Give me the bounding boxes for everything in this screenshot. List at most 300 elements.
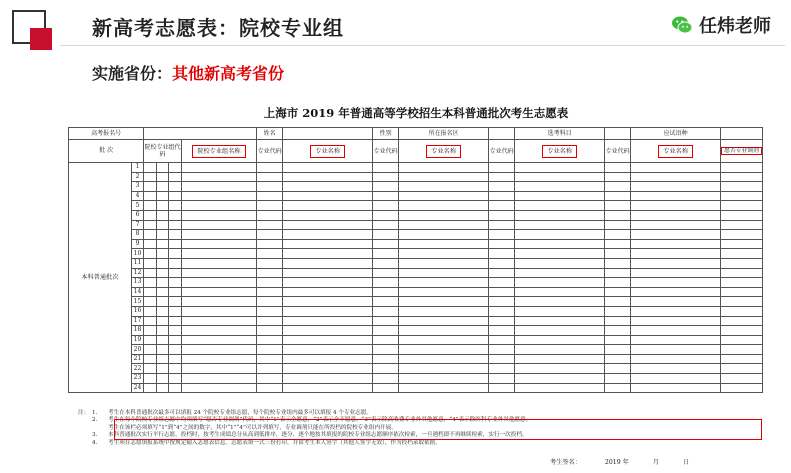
form-cell[interactable] xyxy=(169,326,182,336)
form-cell[interactable] xyxy=(144,354,157,364)
form-cell[interactable] xyxy=(489,306,515,316)
form-cell[interactable] xyxy=(631,383,721,393)
form-cell[interactable] xyxy=(515,278,605,288)
form-cell[interactable] xyxy=(144,316,157,326)
exam-no-field[interactable] xyxy=(144,128,257,140)
form-cell[interactable] xyxy=(605,287,631,297)
form-cell[interactable] xyxy=(169,239,182,249)
form-cell[interactable] xyxy=(399,326,489,336)
form-cell[interactable] xyxy=(283,249,373,259)
form-cell[interactable] xyxy=(373,335,399,345)
form-cell[interactable] xyxy=(515,335,605,345)
form-cell[interactable] xyxy=(169,316,182,326)
form-cell[interactable] xyxy=(156,335,169,345)
form-cell[interactable] xyxy=(631,326,721,336)
form-cell[interactable] xyxy=(515,287,605,297)
form-cell[interactable] xyxy=(156,345,169,355)
form-cell[interactable] xyxy=(605,335,631,345)
form-cell[interactable] xyxy=(257,220,283,230)
form-cell[interactable] xyxy=(515,182,605,192)
form-cell[interactable] xyxy=(489,182,515,192)
form-cell[interactable] xyxy=(283,172,373,182)
form-cell[interactable] xyxy=(257,374,283,384)
form-cell[interactable] xyxy=(721,335,763,345)
form-cell[interactable] xyxy=(605,297,631,307)
form-cell[interactable] xyxy=(169,374,182,384)
form-cell[interactable] xyxy=(156,374,169,384)
form-cell[interactable] xyxy=(144,239,157,249)
form-cell[interactable] xyxy=(373,210,399,220)
form-cell[interactable] xyxy=(631,210,721,220)
form-cell[interactable] xyxy=(515,316,605,326)
form-cell[interactable] xyxy=(257,191,283,201)
form-cell[interactable] xyxy=(181,163,256,173)
form-cell[interactable] xyxy=(721,201,763,211)
form-cell[interactable] xyxy=(721,287,763,297)
form-cell[interactable] xyxy=(144,383,157,393)
form-cell[interactable] xyxy=(489,287,515,297)
form-cell[interactable] xyxy=(169,354,182,364)
form-cell[interactable] xyxy=(373,316,399,326)
form-cell[interactable] xyxy=(399,249,489,259)
form-cell[interactable] xyxy=(605,249,631,259)
form-cell[interactable] xyxy=(156,249,169,259)
form-cell[interactable] xyxy=(721,191,763,201)
form-cell[interactable] xyxy=(181,364,256,374)
form-cell[interactable] xyxy=(257,163,283,173)
form-cell[interactable] xyxy=(156,297,169,307)
form-cell[interactable] xyxy=(489,201,515,211)
form-cell[interactable] xyxy=(605,364,631,374)
form-cell[interactable] xyxy=(721,239,763,249)
form-cell[interactable] xyxy=(631,316,721,326)
form-cell[interactable] xyxy=(257,297,283,307)
form-cell[interactable] xyxy=(631,287,721,297)
form-cell[interactable] xyxy=(721,316,763,326)
form-cell[interactable] xyxy=(721,268,763,278)
form-cell[interactable] xyxy=(399,201,489,211)
form-cell[interactable] xyxy=(144,335,157,345)
form-cell[interactable] xyxy=(169,287,182,297)
form-cell[interactable] xyxy=(489,354,515,364)
form-cell[interactable] xyxy=(169,210,182,220)
form-cell[interactable] xyxy=(373,345,399,355)
form-cell[interactable] xyxy=(257,258,283,268)
form-cell[interactable] xyxy=(169,201,182,211)
form-cell[interactable] xyxy=(721,354,763,364)
form-cell[interactable] xyxy=(144,364,157,374)
form-cell[interactable] xyxy=(489,191,515,201)
form-cell[interactable] xyxy=(257,345,283,355)
form-cell[interactable] xyxy=(399,210,489,220)
form-cell[interactable] xyxy=(515,249,605,259)
form-cell[interactable] xyxy=(169,258,182,268)
form-cell[interactable] xyxy=(721,278,763,288)
form-cell[interactable] xyxy=(373,220,399,230)
form-cell[interactable] xyxy=(257,354,283,364)
form-cell[interactable] xyxy=(631,230,721,240)
form-cell[interactable] xyxy=(489,220,515,230)
form-cell[interactable] xyxy=(144,220,157,230)
form-cell[interactable] xyxy=(399,220,489,230)
form-cell[interactable] xyxy=(605,172,631,182)
form-cell[interactable] xyxy=(181,210,256,220)
form-cell[interactable] xyxy=(631,258,721,268)
form-cell[interactable] xyxy=(156,239,169,249)
form-cell[interactable] xyxy=(144,182,157,192)
form-cell[interactable] xyxy=(515,383,605,393)
form-cell[interactable] xyxy=(515,297,605,307)
form-cell[interactable] xyxy=(156,287,169,297)
form-cell[interactable] xyxy=(631,364,721,374)
form-cell[interactable] xyxy=(283,316,373,326)
form-cell[interactable] xyxy=(631,354,721,364)
form-cell[interactable] xyxy=(181,172,256,182)
form-cell[interactable] xyxy=(144,210,157,220)
form-cell[interactable] xyxy=(515,306,605,316)
form-cell[interactable] xyxy=(399,335,489,345)
form-cell[interactable] xyxy=(373,374,399,384)
form-cell[interactable] xyxy=(169,191,182,201)
form-cell[interactable] xyxy=(257,230,283,240)
form-cell[interactable] xyxy=(631,278,721,288)
form-cell[interactable] xyxy=(605,191,631,201)
form-cell[interactable] xyxy=(399,172,489,182)
form-cell[interactable] xyxy=(631,297,721,307)
form-cell[interactable] xyxy=(257,268,283,278)
form-cell[interactable] xyxy=(169,182,182,192)
form-cell[interactable] xyxy=(181,316,256,326)
form-cell[interactable] xyxy=(156,172,169,182)
form-cell[interactable] xyxy=(399,278,489,288)
form-cell[interactable] xyxy=(373,230,399,240)
form-cell[interactable] xyxy=(605,230,631,240)
form-cell[interactable] xyxy=(283,364,373,374)
form-cell[interactable] xyxy=(144,201,157,211)
form-cell[interactable] xyxy=(169,268,182,278)
form-cell[interactable] xyxy=(399,354,489,364)
form-cell[interactable] xyxy=(605,383,631,393)
form-cell[interactable] xyxy=(144,191,157,201)
name-field[interactable] xyxy=(283,128,373,140)
form-cell[interactable] xyxy=(631,220,721,230)
form-cell[interactable] xyxy=(721,249,763,259)
district-field[interactable] xyxy=(489,128,515,140)
form-cell[interactable] xyxy=(156,268,169,278)
form-cell[interactable] xyxy=(144,163,157,173)
form-cell[interactable] xyxy=(181,239,256,249)
form-cell[interactable] xyxy=(605,374,631,384)
form-cell[interactable] xyxy=(144,258,157,268)
form-cell[interactable] xyxy=(515,172,605,182)
form-cell[interactable] xyxy=(399,230,489,240)
form-cell[interactable] xyxy=(283,163,373,173)
form-cell[interactable] xyxy=(631,163,721,173)
form-cell[interactable] xyxy=(169,278,182,288)
form-cell[interactable] xyxy=(283,306,373,316)
form-cell[interactable] xyxy=(631,172,721,182)
form-cell[interactable] xyxy=(283,201,373,211)
form-cell[interactable] xyxy=(721,383,763,393)
subjects-field[interactable] xyxy=(605,128,631,140)
form-cell[interactable] xyxy=(399,182,489,192)
form-cell[interactable] xyxy=(721,364,763,374)
form-cell[interactable] xyxy=(283,374,373,384)
form-cell[interactable] xyxy=(721,163,763,173)
form-cell[interactable] xyxy=(489,374,515,384)
form-cell[interactable] xyxy=(721,345,763,355)
form-cell[interactable] xyxy=(257,201,283,211)
form-cell[interactable] xyxy=(144,287,157,297)
form-cell[interactable] xyxy=(489,210,515,220)
form-cell[interactable] xyxy=(373,172,399,182)
form-cell[interactable] xyxy=(169,383,182,393)
form-cell[interactable] xyxy=(373,306,399,316)
form-cell[interactable] xyxy=(156,258,169,268)
form-cell[interactable] xyxy=(144,268,157,278)
form-cell[interactable] xyxy=(373,364,399,374)
form-cell[interactable] xyxy=(489,249,515,259)
form-cell[interactable] xyxy=(257,278,283,288)
form-cell[interactable] xyxy=(605,326,631,336)
form-cell[interactable] xyxy=(489,239,515,249)
form-cell[interactable] xyxy=(373,297,399,307)
form-cell[interactable] xyxy=(399,374,489,384)
form-cell[interactable] xyxy=(181,220,256,230)
form-cell[interactable] xyxy=(144,306,157,316)
form-cell[interactable] xyxy=(489,230,515,240)
form-cell[interactable] xyxy=(631,306,721,316)
form-cell[interactable] xyxy=(515,354,605,364)
form-cell[interactable] xyxy=(373,163,399,173)
form-cell[interactable] xyxy=(181,258,256,268)
form-cell[interactable] xyxy=(181,278,256,288)
form-cell[interactable] xyxy=(631,201,721,211)
form-cell[interactable] xyxy=(169,230,182,240)
form-cell[interactable] xyxy=(515,374,605,384)
form-cell[interactable] xyxy=(721,306,763,316)
form-cell[interactable] xyxy=(605,239,631,249)
form-cell[interactable] xyxy=(515,201,605,211)
form-cell[interactable] xyxy=(156,326,169,336)
form-cell[interactable] xyxy=(373,354,399,364)
form-cell[interactable] xyxy=(399,191,489,201)
form-cell[interactable] xyxy=(399,383,489,393)
form-cell[interactable] xyxy=(399,239,489,249)
form-cell[interactable] xyxy=(283,182,373,192)
form-cell[interactable] xyxy=(399,287,489,297)
form-cell[interactable] xyxy=(515,230,605,240)
form-cell[interactable] xyxy=(156,210,169,220)
form-cell[interactable] xyxy=(515,268,605,278)
form-cell[interactable] xyxy=(605,220,631,230)
form-cell[interactable] xyxy=(257,316,283,326)
form-cell[interactable] xyxy=(605,306,631,316)
form-cell[interactable] xyxy=(399,316,489,326)
form-cell[interactable] xyxy=(605,163,631,173)
form-cell[interactable] xyxy=(181,335,256,345)
form-cell[interactable] xyxy=(283,230,373,240)
form-cell[interactable] xyxy=(144,278,157,288)
form-cell[interactable] xyxy=(373,326,399,336)
form-cell[interactable] xyxy=(283,239,373,249)
form-cell[interactable] xyxy=(144,345,157,355)
form-cell[interactable] xyxy=(181,297,256,307)
form-cell[interactable] xyxy=(515,345,605,355)
form-cell[interactable] xyxy=(631,345,721,355)
form-cell[interactable] xyxy=(169,249,182,259)
form-cell[interactable] xyxy=(283,383,373,393)
form-cell[interactable] xyxy=(156,383,169,393)
form-cell[interactable] xyxy=(515,163,605,173)
form-cell[interactable] xyxy=(605,182,631,192)
form-cell[interactable] xyxy=(257,172,283,182)
form-cell[interactable] xyxy=(181,191,256,201)
form-cell[interactable] xyxy=(631,239,721,249)
form-cell[interactable] xyxy=(181,201,256,211)
form-cell[interactable] xyxy=(399,297,489,307)
form-cell[interactable] xyxy=(399,364,489,374)
form-cell[interactable] xyxy=(605,278,631,288)
form-cell[interactable] xyxy=(489,278,515,288)
form-cell[interactable] xyxy=(169,364,182,374)
form-cell[interactable] xyxy=(257,287,283,297)
form-cell[interactable] xyxy=(721,374,763,384)
form-cell[interactable] xyxy=(169,220,182,230)
form-cell[interactable] xyxy=(605,316,631,326)
form-cell[interactable] xyxy=(156,354,169,364)
form-cell[interactable] xyxy=(156,364,169,374)
form-cell[interactable] xyxy=(169,306,182,316)
form-cell[interactable] xyxy=(631,182,721,192)
form-cell[interactable] xyxy=(515,220,605,230)
form-cell[interactable] xyxy=(181,230,256,240)
form-cell[interactable] xyxy=(283,354,373,364)
form-cell[interactable] xyxy=(283,326,373,336)
form-cell[interactable] xyxy=(489,172,515,182)
form-cell[interactable] xyxy=(181,374,256,384)
form-cell[interactable] xyxy=(373,287,399,297)
form-cell[interactable] xyxy=(721,326,763,336)
form-cell[interactable] xyxy=(283,220,373,230)
form-cell[interactable] xyxy=(631,374,721,384)
form-cell[interactable] xyxy=(283,268,373,278)
form-cell[interactable] xyxy=(181,383,256,393)
form-cell[interactable] xyxy=(283,287,373,297)
form-cell[interactable] xyxy=(373,249,399,259)
form-cell[interactable] xyxy=(257,306,283,316)
form-cell[interactable] xyxy=(181,326,256,336)
form-cell[interactable] xyxy=(257,364,283,374)
form-cell[interactable] xyxy=(399,163,489,173)
form-cell[interactable] xyxy=(156,182,169,192)
form-cell[interactable] xyxy=(631,191,721,201)
form-cell[interactable] xyxy=(283,335,373,345)
form-cell[interactable] xyxy=(144,230,157,240)
form-cell[interactable] xyxy=(721,210,763,220)
form-cell[interactable] xyxy=(489,268,515,278)
form-cell[interactable] xyxy=(399,306,489,316)
form-cell[interactable] xyxy=(631,335,721,345)
form-cell[interactable] xyxy=(721,258,763,268)
form-cell[interactable] xyxy=(373,268,399,278)
form-cell[interactable] xyxy=(721,172,763,182)
form-cell[interactable] xyxy=(144,326,157,336)
form-cell[interactable] xyxy=(373,191,399,201)
form-cell[interactable] xyxy=(721,182,763,192)
form-cell[interactable] xyxy=(399,268,489,278)
form-cell[interactable] xyxy=(156,278,169,288)
form-cell[interactable] xyxy=(156,306,169,316)
form-cell[interactable] xyxy=(144,297,157,307)
form-cell[interactable] xyxy=(373,239,399,249)
form-cell[interactable] xyxy=(156,230,169,240)
form-cell[interactable] xyxy=(373,258,399,268)
form-cell[interactable] xyxy=(489,163,515,173)
form-cell[interactable] xyxy=(721,297,763,307)
form-cell[interactable] xyxy=(181,306,256,316)
form-cell[interactable] xyxy=(283,210,373,220)
form-cell[interactable] xyxy=(605,354,631,364)
form-cell[interactable] xyxy=(515,258,605,268)
form-cell[interactable] xyxy=(283,345,373,355)
form-cell[interactable] xyxy=(721,230,763,240)
form-cell[interactable] xyxy=(283,297,373,307)
form-cell[interactable] xyxy=(257,383,283,393)
form-cell[interactable] xyxy=(169,172,182,182)
form-cell[interactable] xyxy=(257,182,283,192)
form-cell[interactable] xyxy=(515,191,605,201)
form-cell[interactable] xyxy=(181,249,256,259)
form-cell[interactable] xyxy=(373,383,399,393)
form-cell[interactable] xyxy=(489,345,515,355)
form-cell[interactable] xyxy=(283,278,373,288)
form-cell[interactable] xyxy=(515,210,605,220)
form-cell[interactable] xyxy=(489,316,515,326)
form-cell[interactable] xyxy=(605,210,631,220)
form-cell[interactable] xyxy=(605,268,631,278)
form-cell[interactable] xyxy=(169,297,182,307)
form-cell[interactable] xyxy=(515,364,605,374)
form-cell[interactable] xyxy=(181,287,256,297)
form-cell[interactable] xyxy=(257,326,283,336)
form-cell[interactable] xyxy=(257,335,283,345)
form-cell[interactable] xyxy=(605,201,631,211)
form-cell[interactable] xyxy=(631,249,721,259)
form-cell[interactable] xyxy=(721,220,763,230)
form-cell[interactable] xyxy=(373,278,399,288)
form-cell[interactable] xyxy=(283,258,373,268)
form-cell[interactable] xyxy=(144,249,157,259)
language-field[interactable] xyxy=(721,128,763,140)
form-cell[interactable] xyxy=(373,182,399,192)
form-cell[interactable] xyxy=(257,249,283,259)
form-cell[interactable] xyxy=(144,374,157,384)
form-cell[interactable] xyxy=(181,354,256,364)
form-cell[interactable] xyxy=(515,239,605,249)
form-cell[interactable] xyxy=(489,364,515,374)
form-cell[interactable] xyxy=(156,163,169,173)
form-cell[interactable] xyxy=(489,335,515,345)
form-cell[interactable] xyxy=(283,191,373,201)
form-cell[interactable] xyxy=(257,210,283,220)
form-cell[interactable] xyxy=(156,201,169,211)
form-cell[interactable] xyxy=(156,220,169,230)
form-cell[interactable] xyxy=(399,345,489,355)
form-cell[interactable] xyxy=(515,326,605,336)
form-cell[interactable] xyxy=(156,316,169,326)
form-cell[interactable] xyxy=(489,383,515,393)
